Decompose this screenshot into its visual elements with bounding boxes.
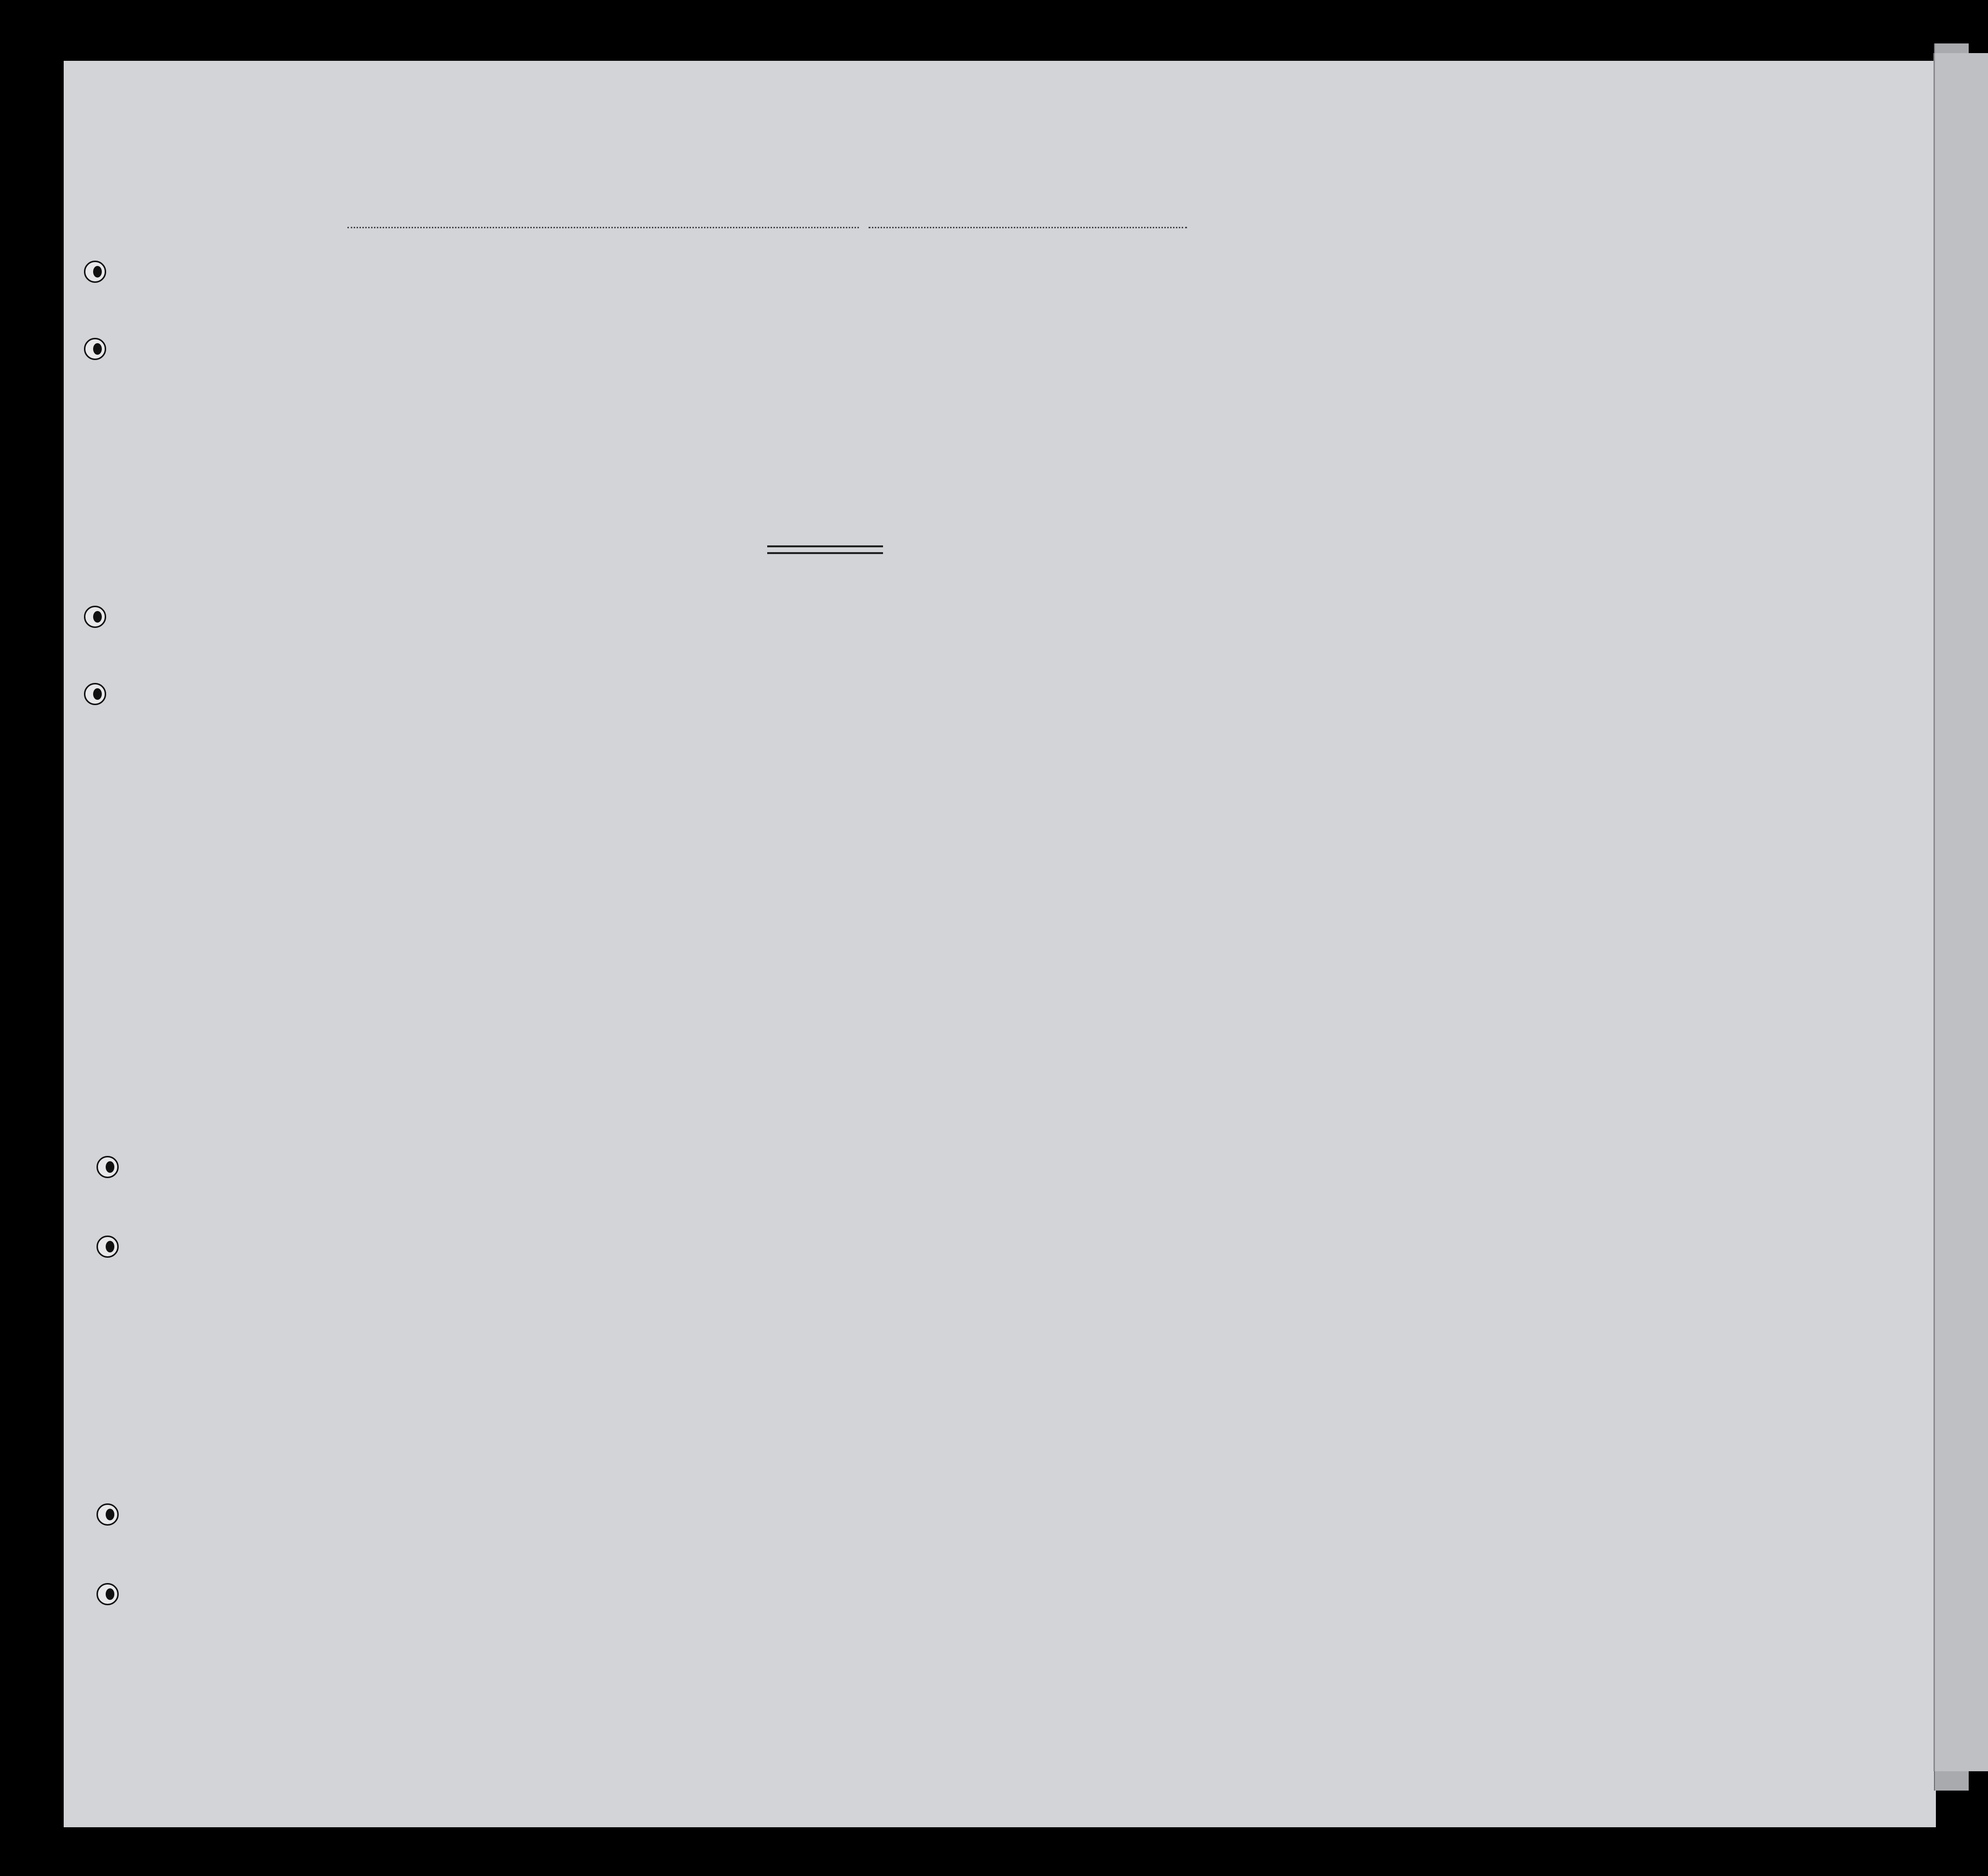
struck-entry bbox=[767, 545, 883, 554]
